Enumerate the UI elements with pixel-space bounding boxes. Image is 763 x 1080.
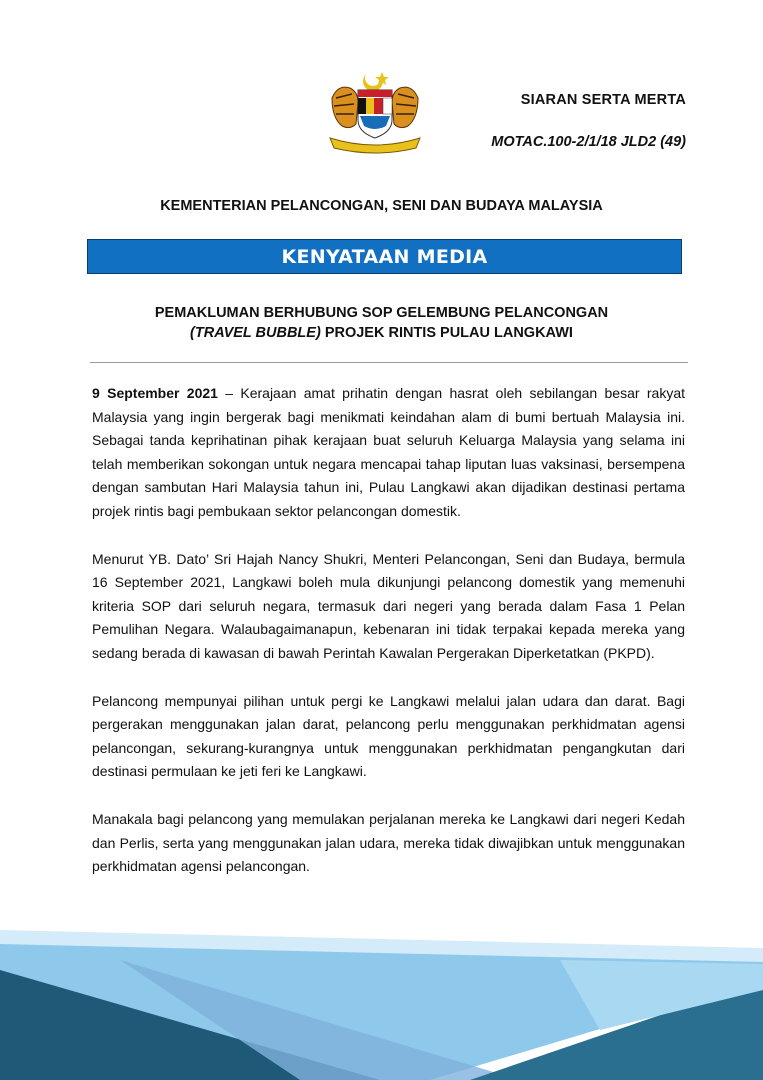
divider	[90, 362, 688, 363]
headline-italic: (TRAVEL BUBBLE)	[190, 325, 321, 341]
ministry-name: KEMENTERIAN PELANCONGAN, SENI DAN BUDAYA MALAYSIA	[160, 198, 603, 214]
headline-line-1: PEMAKLUMAN BERHUBUNG SOP GELEMBUNG PELANCONGAN	[154, 305, 609, 321]
headline-line-2	[0, 323, 763, 343]
paragraph-4: Manakala bagi pelancong yang memulakan perjalanan mereka ke Langkawi dari negeri Kedah dan Perlis, serta yang menggunakan jalan udara, mereka tidak diwajibkan untuk menggunakan perkhidmatan agensi pelancongan.	[92, 810, 685, 875]
paragraph-3: Pelancong mempunyai pilihan untuk pergi ke Langkawi melalui jalan udara dan darat. Bagi pergerakan menggunakan jalan darat, pelancong perlu menggunakan perkhidmatan agensi pelancongan, sekurang-kurangnya untuk menggunakan perkhidmatan pengangkutan dari destinasi permulaan ke jeti feri ke Langkawi.	[92, 692, 685, 780]
body-text	[92, 382, 685, 903]
headline	[0, 303, 763, 343]
paragraph-1-text: – Kerajaan amat prihatin dengan hasrat oleh sebilangan besar rakyat Malaysia yang ingin bergerak bagi menikmati keindahan alam di bumi bertuah Malaysia ini. Sebagai tanda keprihatinan pihak kerajaan buat seluruh Keluarga Malaysia yang selama ini telah memberikan sokongan untuk negara mencapai tahap liputan luas vaksinasi, bersempena dengan sambutan Hari Malaysia tahun ini, Pulau Langkawi akan dijadikan destinasi pertama projek rintis bagi pembukaan sektor pelancongan domestik.	[92, 385, 685, 519]
paragraph-1	[92, 382, 685, 524]
footer-wave-decoration	[0, 920, 763, 1080]
headline-line-2-rest: PROJEK RINTIS PULAU LANGKAWI	[320, 325, 573, 341]
reference-number: MOTAC.100-2/1/18 JLD2 (49)	[491, 134, 686, 150]
malaysia-coat-of-arms-icon	[322, 68, 428, 156]
release-type-label: SIARAN SERTA MERTA	[520, 92, 686, 108]
release-date: 9 September 2021	[92, 385, 218, 401]
banner-label: KENYATAAN MEDIA	[281, 245, 488, 268]
paragraph-2: Menurut YB. Dato’ Sri Hajah Nancy Shukri, Menteri Pelancongan, Seni dan Budaya, bermula 16 September 2021, Langkawi boleh mula dikunjungi pelancong domestik yang memenuhi kriteria SOP dari seluruh negara, termasuk dari negeri yang berada dalam Fasa 1 Pelan Pemulihan Negara. Walaubagaimanapun, kebenaran ini tidak terpakai kepada mereka yang sedang berada di kawasan di bawah Perintah Kawalan Pergerakan Diperketatkan (PKPD).	[92, 550, 685, 661]
media-statement-banner	[87, 239, 682, 274]
